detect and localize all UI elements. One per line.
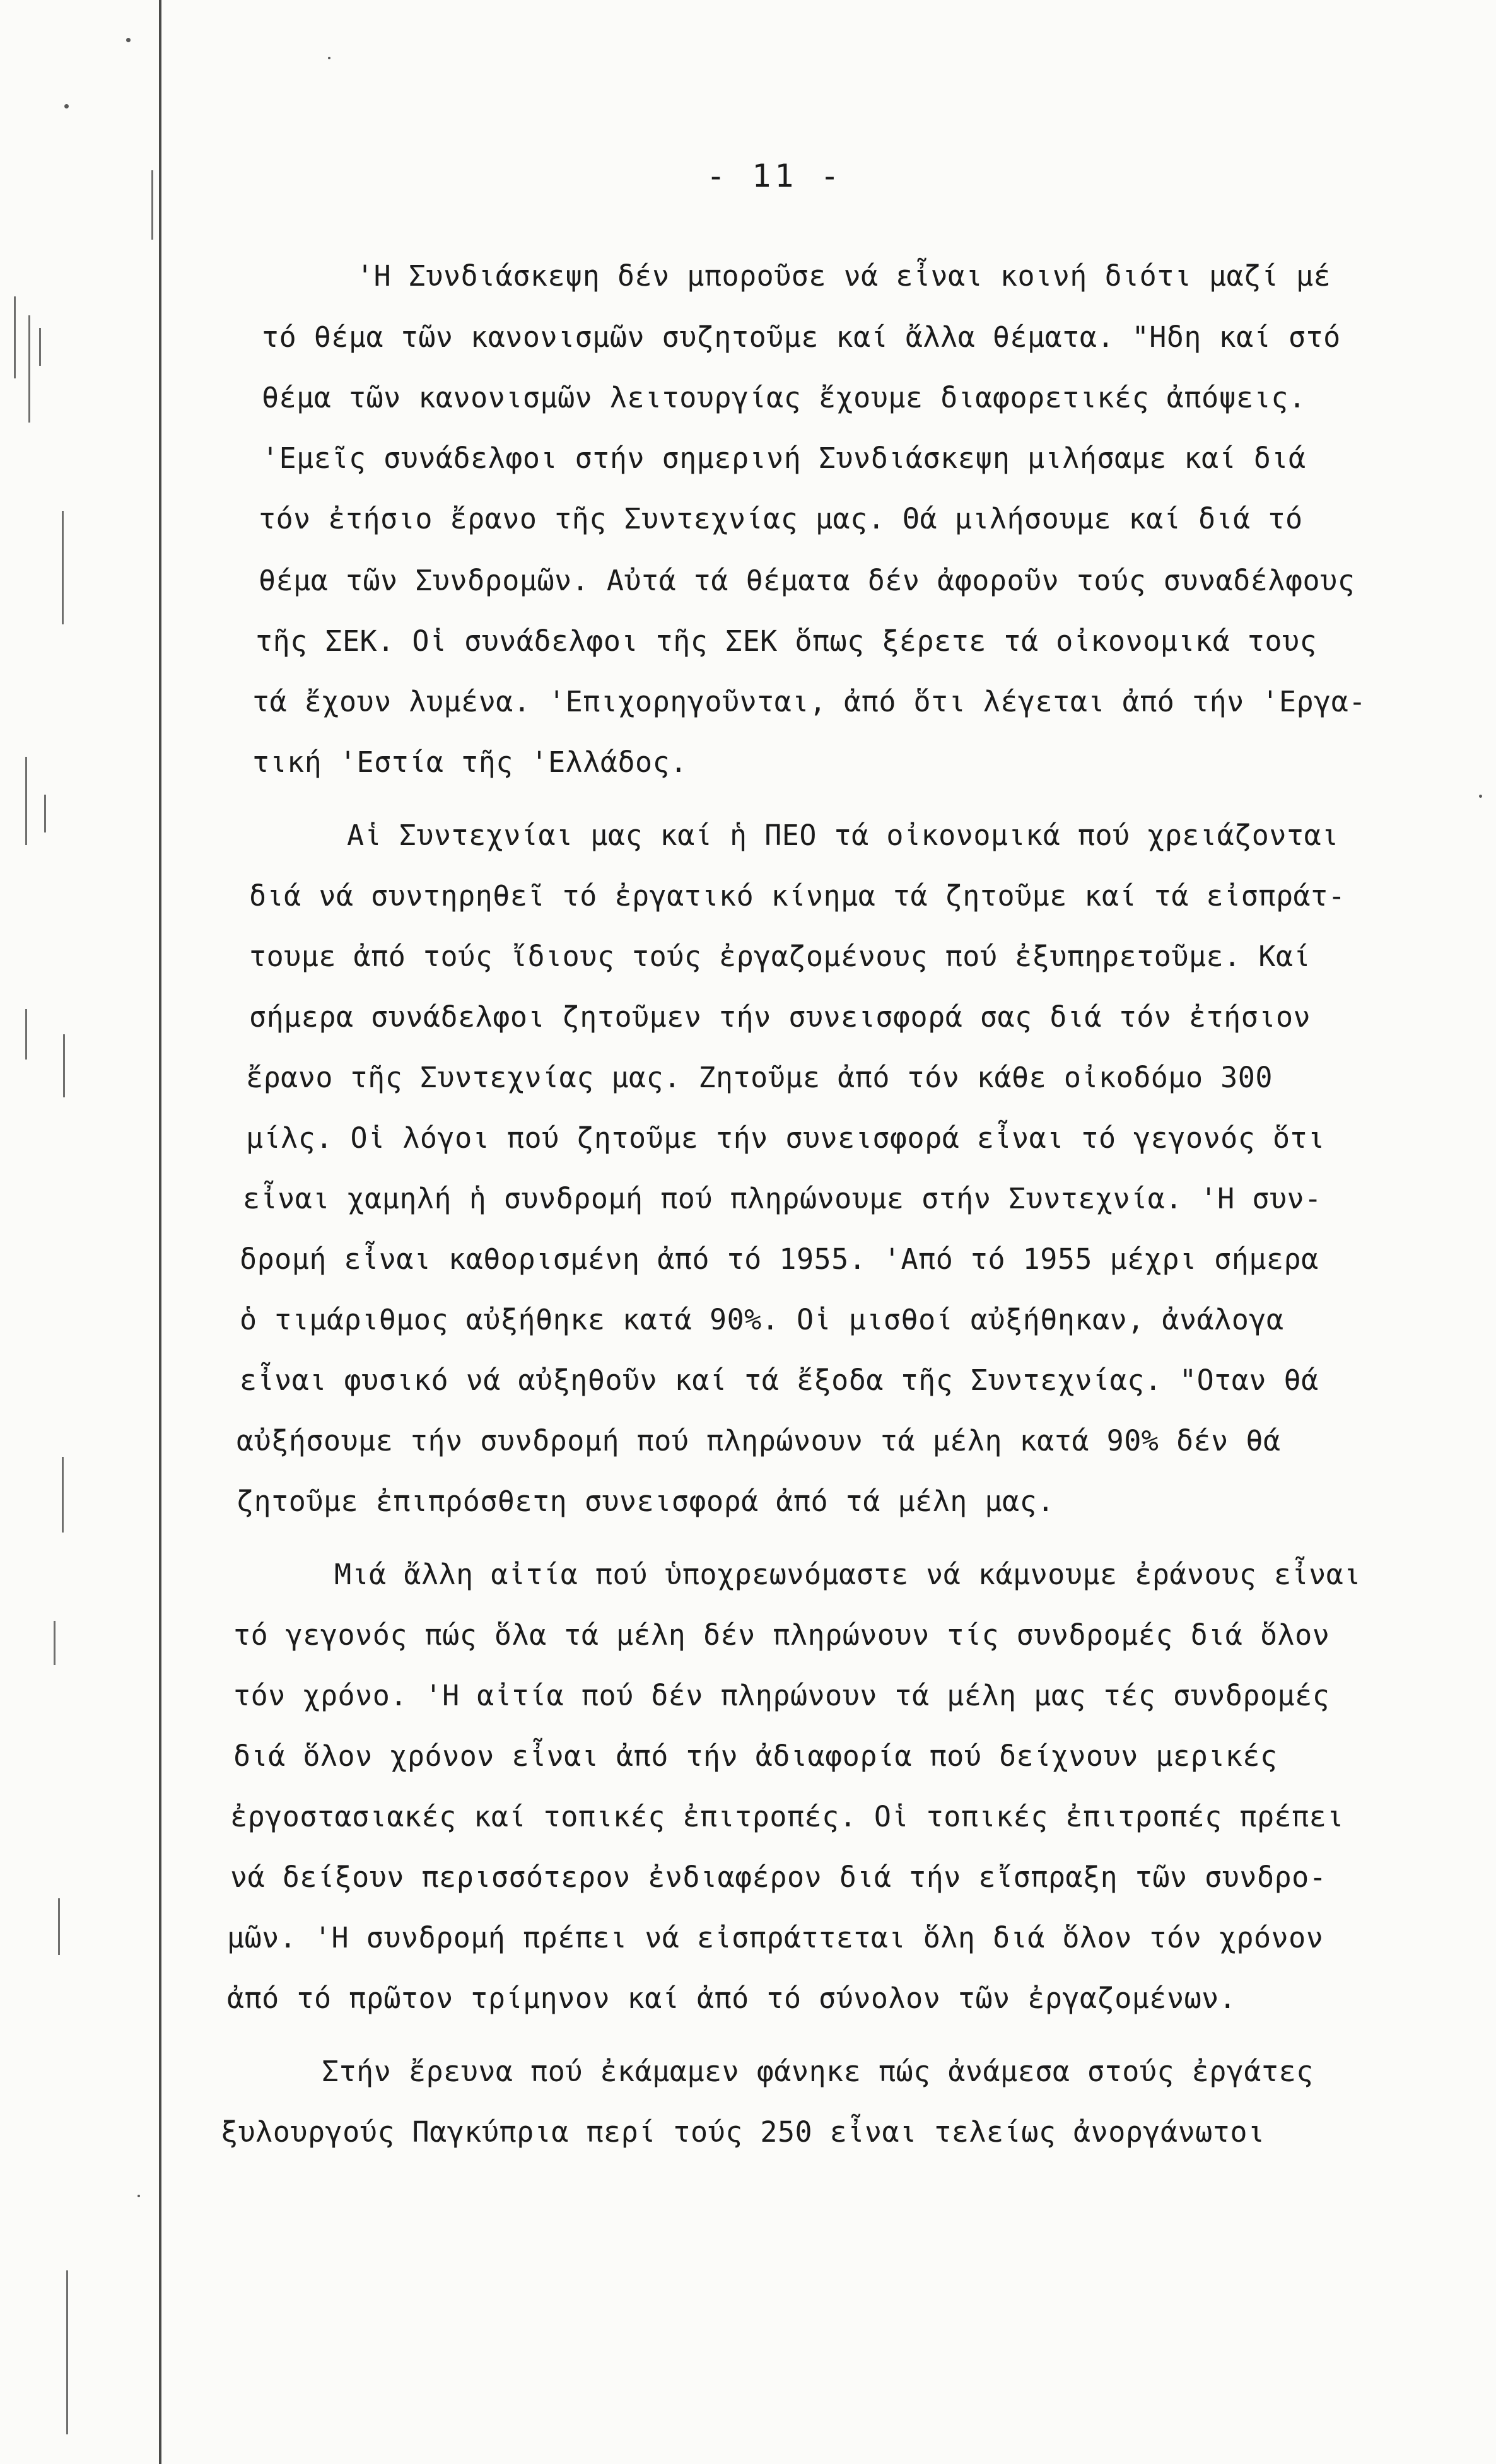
page-number: - 11 -: [706, 158, 843, 194]
margin-mark: [14, 296, 16, 378]
margin-mark: [54, 1621, 56, 1665]
margin-mark: [25, 757, 27, 845]
ink-speck: [1479, 795, 1482, 798]
text-line: ἀπό τό πρῶτον τρίμηνον καί ἀπό τό σύνολον τῶν ἐργαζομένων.: [227, 1982, 1237, 2015]
text-line: δρομή εἶναι καθορισμένη ἀπό τό 1955. 'Από τό 1955 μέχρι σήμερα: [240, 1242, 1319, 1276]
text-line: ἐργοστασιακές καί τοπικές ἐπιτροπές. Οἱ τοπικές ἐπιτροπές πρέπει: [230, 1800, 1344, 1833]
ink-speck: [126, 38, 131, 42]
text-line: διά ὅλον χρόνον εἶναι ἀπό τήν ἀδιαφορία πού δείχνουν μερικές: [233, 1739, 1278, 1773]
margin-mark: [28, 315, 30, 423]
text-line: τῆς ΣΕΚ. Οἱ συνάδελφοι τῆς ΣΕΚ ὅπως ξέρετε τά οἰκονομικά τους: [255, 624, 1318, 658]
text-line: αὐξήσουμε τήν συνδρομή πού πληρώνουν τά μέλη κατά 90% δέν θά: [237, 1424, 1281, 1457]
ink-speck: [137, 2195, 140, 2197]
text-line: σήμερα συνάδελφοι ζητοῦμεν τήν συνεισφορά σας διά τόν ἐτήσιον: [249, 1000, 1311, 1034]
text-line: ξυλουργούς Παγκύπρια περί τούς 250 εἶναι τελείως ἀνοργάνωτοι: [221, 2115, 1265, 2149]
text-line: Μιά ἄλλη αἰτία πού ὑποχρεωνόμαστε νά κάμνουμε ἐράνους εἶναι: [334, 1558, 1361, 1591]
margin-mark: [63, 1034, 65, 1097]
margin-mark: [62, 1457, 64, 1533]
text-line: ζητοῦμε ἐπιπρόσθετη συνεισφορά ἀπό τά μέλη μας.: [237, 1485, 1055, 1518]
margin-mark: [58, 1898, 60, 1955]
text-line: θέμα τῶν Συνδρομῶν. Αὐτά τά θέματα δέν ἀφοροῦν τούς συναδέλφους: [259, 564, 1355, 597]
binding-margin-line: [159, 0, 161, 2464]
text-line: 'Εμεῖς συνάδελφοι στήν σημερινή Συνδιάσκεψη μιλήσαμε καί διά: [262, 441, 1306, 475]
margin-mark: [25, 1009, 27, 1060]
text-line: μῶν. 'Η συνδρομή πρέπει νά εἰσπράττεται ὅλη διά ὅλον τόν χρόνον: [227, 1921, 1324, 1954]
text-line: τό γεγονός πώς ὅλα τά μέλη δέν πληρώνουν τίς συνδρομές διά ὅλον: [233, 1618, 1330, 1652]
text-line: τόν ἐτήσιο ἔρανο τῆς Συντεχνίας μας. Θά μιλήσουμε καί διά τό: [259, 502, 1303, 535]
ink-speck: [64, 104, 69, 108]
text-line: ὁ τιμάριθμος αὐξήθηκε κατά 90%. Οἱ μισθοί αὐξήθηκαν, ἀνάλογα: [240, 1303, 1284, 1336]
margin-mark: [151, 170, 153, 240]
text-line: εἶναι χαμηλή ἡ συνδρομή πού πληρώνουμε στήν Συντεχνία. 'Η συν-: [243, 1182, 1322, 1215]
text-line: τική 'Εστία τῆς 'Ελλάδος.: [252, 745, 687, 779]
text-line: εἶναι φυσικό νά αὐξηθοῦν καί τά ἔξοδα τῆς Συντεχνίας. "Οταν θά: [240, 1363, 1319, 1397]
text-line: Στήν ἔρευνα πού ἐκάμαμεν φάνηκε πώς ἀνάμεσα στούς ἐργάτες: [322, 2055, 1314, 2088]
margin-mark: [44, 795, 46, 832]
text-line: ἔρανο τῆς Συντεχνίας μας. Ζητοῦμε ἀπό τόν κάθε οἰκοδόμο 300: [246, 1061, 1273, 1094]
text-line: 'Η Συνδιάσκεψη δέν μποροῦσε νά εἶναι κοινή διότι μαζί μέ: [356, 259, 1331, 293]
text-line: θέμα τῶν κανονισμῶν λειτουργίας ἔχουμε διαφορετικές ἀπόψεις.: [262, 381, 1306, 414]
margin-mark: [39, 328, 41, 366]
ink-speck: [328, 57, 330, 59]
text-line: τουμε ἀπό τούς ἴδιους τούς ἐργαζομένους πού ἐξυπηρετοῦμε. Καί: [249, 940, 1311, 973]
text-line: τόν χρόνο. 'Η αἰτία πού δέν πληρώνουν τά μέλη μας τές συνδρομές: [233, 1679, 1330, 1712]
margin-mark: [62, 511, 64, 624]
text-line: νά δείξουν περισσότερον ἐνδιαφέρον διά τήν εἴσπραξη τῶν συνδρο-: [230, 1860, 1327, 1894]
text-line: Αἱ Συντεχνίαι μας καί ἡ ΠΕΟ τά οἰκονομικά πού χρειάζονται: [347, 819, 1339, 852]
text-line: τά ἔχουν λυμένα. 'Επιχορηγοῦνται, ἀπό ὅτι λέγεται ἀπό τήν 'Εργα-: [252, 685, 1366, 718]
text-line: διά νά συντηρηθεῖ τό ἐργατικό κίνημα τά ζητοῦμε καί τά εἰσπράτ-: [249, 879, 1346, 913]
margin-mark: [66, 2270, 68, 2434]
text-line: τό θέμα τῶν κανονισμῶν συζητοῦμε καί ἄλλα θέματα. "Ηδη καί στό: [262, 320, 1341, 354]
text-line: μίλς. Οἱ λόγοι πού ζητοῦμε τήν συνεισφορά εἶναι τό γεγονός ὅτι: [246, 1121, 1325, 1155]
